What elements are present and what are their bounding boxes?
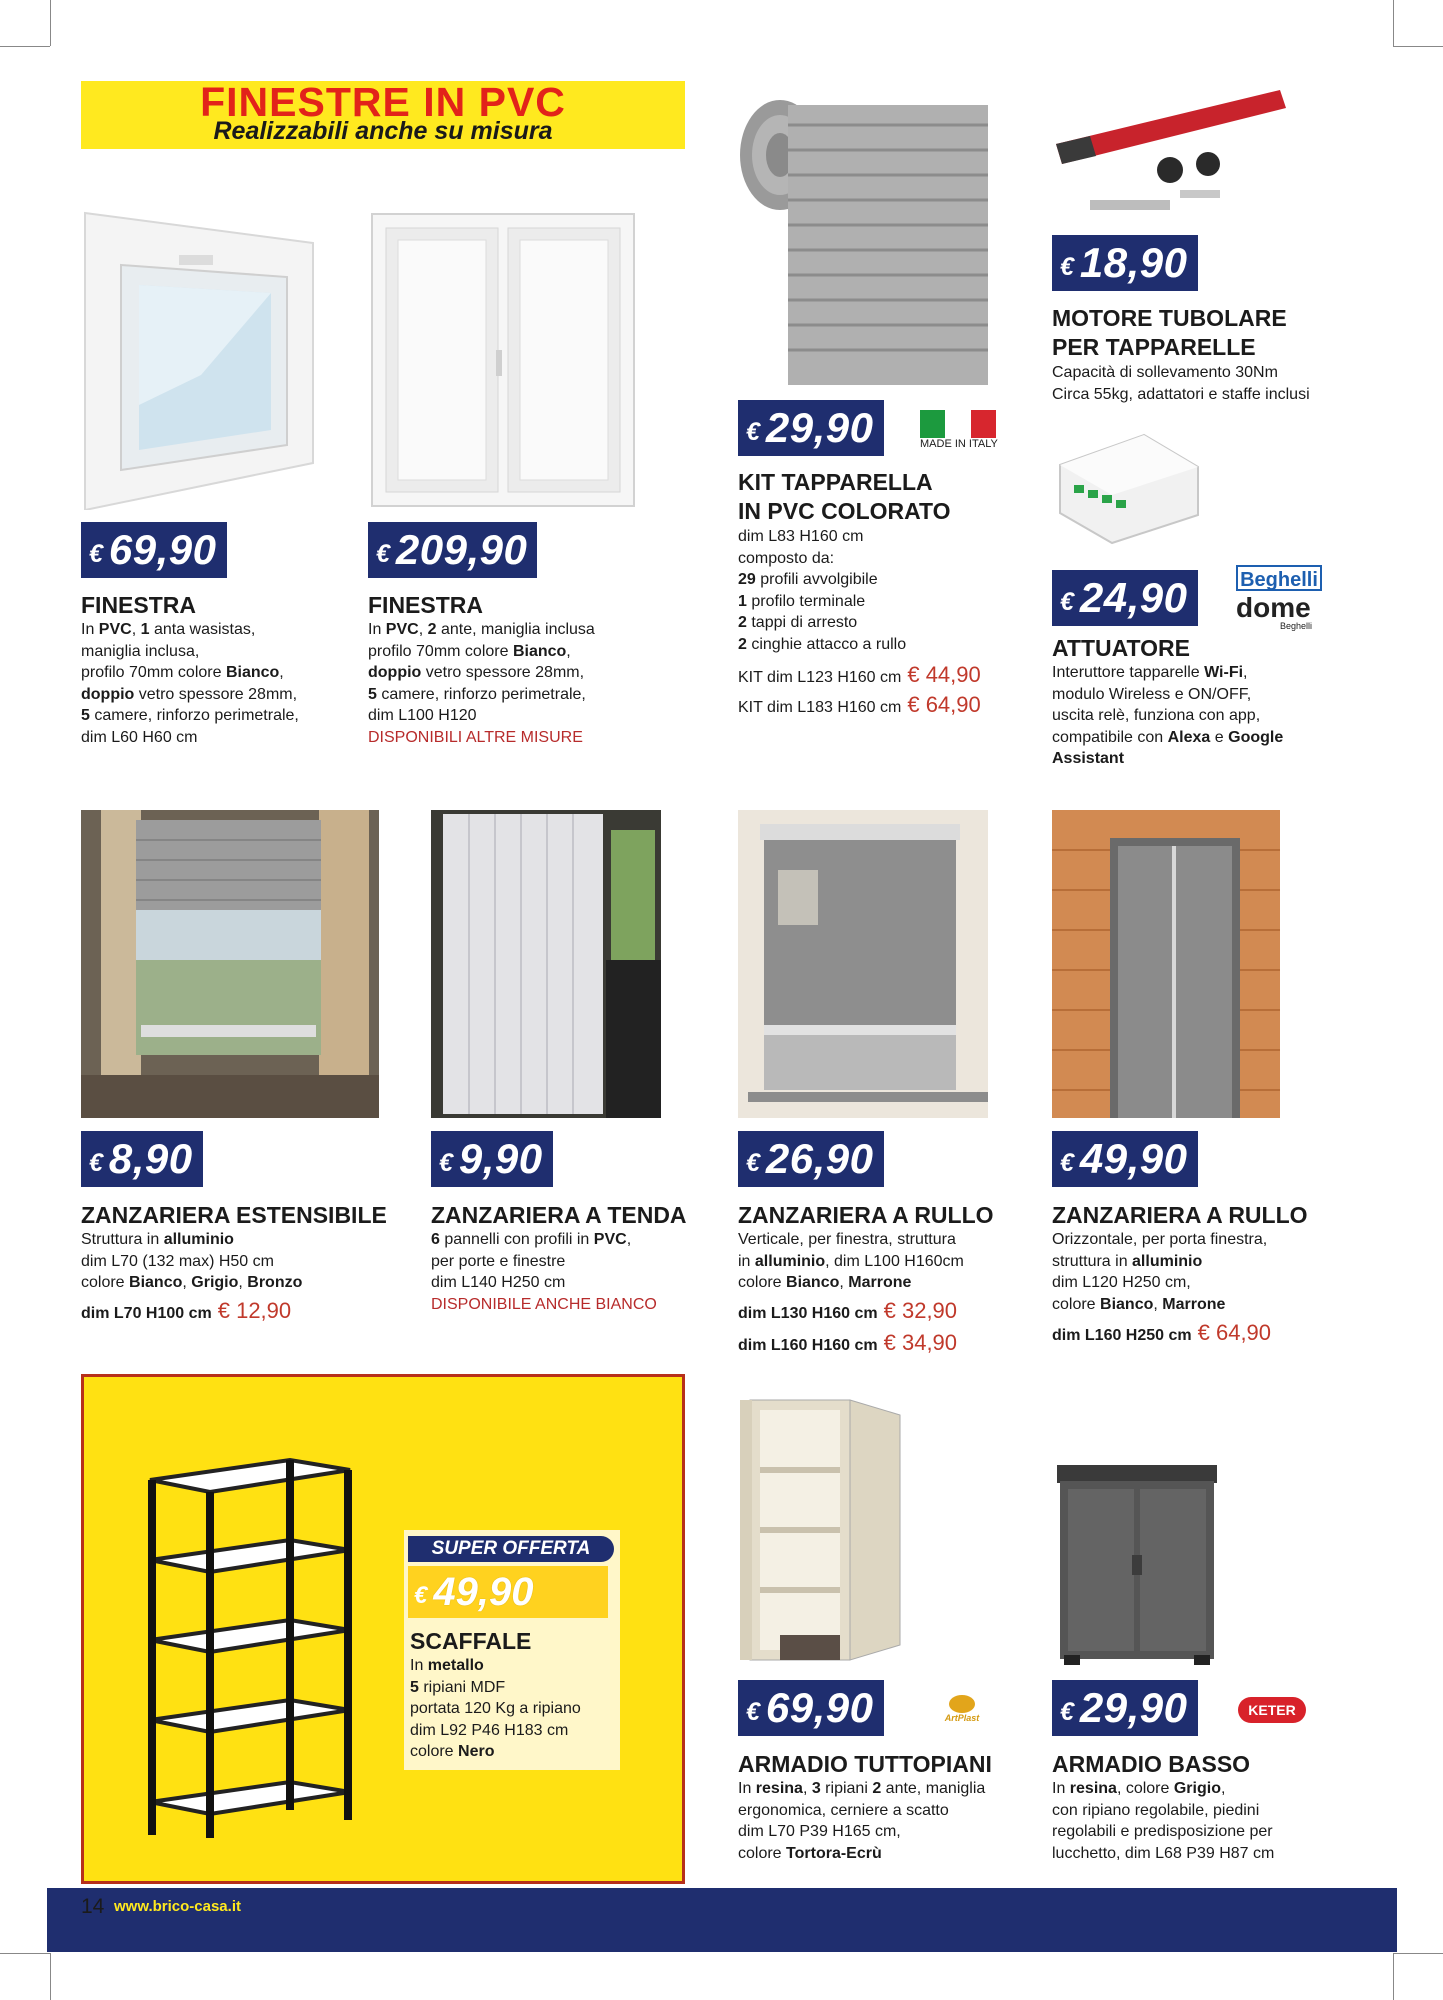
dome-logo-sub: Beghelli <box>1280 621 1313 631</box>
desc-line: dim L120 H250 cm, <box>1052 1274 1191 1291</box>
price-tag <box>431 1131 553 1187</box>
product-description <box>1052 1778 1274 1864</box>
price-tag <box>1052 1131 1198 1187</box>
currency-symbol: € <box>746 1697 760 1726</box>
desc-line: colore Tortora-Ecrù <box>738 1844 882 1862</box>
price-value: 29,90 <box>1079 1684 1188 1731</box>
desc-line: colore Bianco, Grigio, Bronzo <box>81 1274 303 1291</box>
size-price-row <box>1052 1320 1271 1346</box>
product-title: ZANZARIERA A RULLO <box>1052 1202 1308 1228</box>
desc-line: Struttura in alluminio <box>81 1231 234 1248</box>
desc-line: 2 cinghie attacco a rullo <box>738 635 907 653</box>
price-tag <box>368 522 537 578</box>
availability-note: DISPONIBILI ALTRE MISURE <box>368 728 583 746</box>
desc-line: In metallo <box>410 1657 484 1674</box>
crop-mark <box>1393 1953 1443 1954</box>
desc-line: uscita relè, funziona con app, <box>1052 707 1261 724</box>
product-description <box>1052 362 1310 405</box>
footer-url[interactable]: www.brico-casa.it <box>114 1898 241 1915</box>
kit-price-row <box>738 692 981 718</box>
size-price-row <box>738 1298 957 1324</box>
size-price: € 64,90 <box>1197 1320 1272 1345</box>
price-tag <box>1052 1680 1198 1736</box>
desc-line: dim L70 (132 max) H50 cm <box>81 1252 274 1270</box>
kit-price: € 44,90 <box>907 662 981 687</box>
crop-mark <box>50 0 51 46</box>
desc-line: In resina, colore Grigio, <box>1052 1780 1226 1797</box>
size-label: dim L160 H160 cm <box>738 1337 878 1354</box>
product-title-line2: PER TAPPARELLE <box>1052 334 1256 360</box>
tapparella-image <box>738 95 993 387</box>
crop-mark <box>1393 46 1443 47</box>
page-number: 14 <box>81 1895 105 1918</box>
desc-line: maniglia inclusa, <box>81 642 200 660</box>
price-value: 69,90 <box>765 1684 874 1731</box>
price-tag <box>81 1131 203 1187</box>
currency-symbol: € <box>746 1148 760 1177</box>
desc-line: colore Nero <box>410 1743 495 1760</box>
price-value: 8,90 <box>108 1135 193 1182</box>
size-label: dim L130 H160 cm <box>738 1305 878 1322</box>
artplast-logo-text: ArtPlast <box>944 1713 980 1723</box>
product-title: KIT TAPPARELLA <box>738 469 933 495</box>
desc-line: portata 120 Kg a ripiano <box>410 1700 581 1717</box>
currency-symbol: € <box>1060 1697 1074 1726</box>
super-offerta-badge: SUPER OFFERTA <box>408 1536 614 1562</box>
size-price: € 34,90 <box>883 1330 958 1355</box>
product-title: ATTUATORE <box>1052 635 1190 661</box>
crop-mark <box>0 46 50 47</box>
price-value: 26,90 <box>765 1135 874 1182</box>
product-title: ZANZARIERA A TENDA <box>431 1202 687 1228</box>
price-value: 9,90 <box>458 1135 543 1182</box>
crop-mark <box>0 1953 50 1954</box>
price-tag <box>81 522 227 578</box>
currency-symbol: € <box>89 1148 103 1177</box>
product-title-line2: IN PVC COLORATO <box>738 498 951 524</box>
desc-line: con ripiano regolabile, piedini <box>1052 1801 1260 1819</box>
price-value: 24,90 <box>1079 574 1188 621</box>
price-value: 49,90 <box>433 1569 534 1614</box>
size-price-row <box>738 1330 957 1356</box>
section-title: FINESTRE IN PVC <box>200 79 566 125</box>
desc-line: dim L83 H160 cm <box>738 528 864 545</box>
product-title: MOTORE TUBOLARE <box>1052 305 1287 331</box>
desc-line: dim L140 H250 cm <box>431 1274 566 1291</box>
desc-line: dim L60 H60 cm <box>81 728 198 746</box>
attuatore-image <box>1052 425 1202 545</box>
artplast-logo <box>935 1695 989 1725</box>
desc-line: doppio vetro spessore 28mm, <box>368 664 585 681</box>
size-price-row <box>81 1298 291 1324</box>
currency-symbol: € <box>89 539 103 568</box>
product-title: ARMADIO BASSO <box>1052 1751 1251 1777</box>
size-label: dim L70 H100 cm <box>81 1305 212 1322</box>
size-price: € 32,90 <box>883 1298 958 1323</box>
product-description <box>81 1229 302 1294</box>
kit-label: KIT dim L123 H160 cm <box>738 669 902 686</box>
desc-line: Capacità di sollevamento 30Nm <box>1052 364 1278 381</box>
desc-line: compatibile con Alexa e Google <box>1052 728 1284 746</box>
crop-mark <box>50 1953 51 2000</box>
product-title: FINESTRA <box>81 592 196 618</box>
desc-line: lucchetto, dim L68 P39 H87 cm <box>1052 1844 1275 1862</box>
desc-line: colore Bianco, Marrone <box>738 1274 912 1291</box>
product-title: ZANZARIERA A RULLO <box>738 1202 994 1228</box>
desc-line: 5 ripiani MDF <box>410 1678 506 1696</box>
desc-line: 5 camere, rinforzo perimetrale, <box>81 707 299 724</box>
dome-logo: dome <box>1236 592 1311 623</box>
price-value: 18,90 <box>1079 239 1188 286</box>
price-tag <box>408 1566 608 1618</box>
product-description <box>81 619 299 748</box>
product-title: ZANZARIERA ESTENSIBILE <box>81 1202 387 1228</box>
scaffale-image <box>140 1440 355 1840</box>
product-title: SCAFFALE <box>410 1628 532 1654</box>
desc-line: profilo 70mm colore Bianco, <box>368 642 571 660</box>
made-in-label: MADE IN ITALY <box>920 438 998 450</box>
product-description <box>368 619 595 748</box>
currency-symbol: € <box>414 1582 428 1609</box>
kit-price-row <box>738 662 981 688</box>
currency-symbol: € <box>1060 1148 1074 1177</box>
desc-line: in alluminio, dim L100 H160cm <box>738 1252 964 1270</box>
price-tag <box>1052 235 1198 291</box>
desc-line: colore Bianco, Marrone <box>1052 1295 1226 1313</box>
availability-note: DISPONIBILE ANCHE BIANCO <box>431 1295 657 1313</box>
desc-line: struttura in alluminio <box>1052 1252 1203 1270</box>
price-tag <box>738 1680 884 1736</box>
desc-line: doppio vetro spessore 28mm, <box>81 685 298 703</box>
desc-line: modulo Wireless e ON/OFF, <box>1052 685 1252 703</box>
desc-line: 29 profili avvolgibile <box>738 571 878 588</box>
price-tag <box>738 400 884 456</box>
desc-line: Verticale, per finestra, struttura <box>738 1231 956 1248</box>
italian-flag-icon <box>920 410 996 438</box>
product-description <box>410 1655 581 1763</box>
desc-line: profilo 70mm colore Bianco, <box>81 664 284 681</box>
price-tag <box>1052 570 1198 626</box>
zanzariera-estensibile-image <box>81 810 379 1118</box>
currency-symbol: € <box>1060 252 1074 281</box>
desc-line: dim L100 H120 <box>368 707 477 724</box>
zanzariera-tenda-image <box>431 810 661 1118</box>
desc-line: dim L70 P39 H165 cm, <box>738 1823 901 1840</box>
motore-tubolare-image <box>1050 82 1290 227</box>
product-description <box>431 1229 657 1315</box>
desc-line: Orizzontale, per porta finestra, <box>1052 1231 1268 1248</box>
desc-line: composto da: <box>738 549 835 567</box>
kit-label: KIT dim L183 H160 cm <box>738 699 902 716</box>
keter-logo: KETER <box>1238 1697 1306 1723</box>
brand-logo: Aprimatic <box>1134 84 1182 107</box>
desc-line: regolabili e predisposizione per <box>1052 1823 1273 1840</box>
desc-line: 2 tappi di arresto <box>738 614 858 631</box>
currency-symbol: € <box>746 417 760 446</box>
desc-line: Assistant <box>1052 750 1125 767</box>
product-description <box>738 1778 985 1864</box>
price-value: 69,90 <box>108 526 217 573</box>
armadio-tuttopiani-image <box>740 1395 905 1665</box>
beghelli-logo: Beghelli <box>1236 565 1322 591</box>
crop-mark <box>1393 1953 1394 2000</box>
product-description <box>738 526 906 655</box>
desc-line: dim L92 P46 H183 cm <box>410 1721 569 1739</box>
price-value: 29,90 <box>765 404 874 451</box>
section-header <box>81 81 685 149</box>
desc-line: per porte e finestre <box>431 1252 566 1270</box>
product-description <box>738 1229 964 1294</box>
price-tag <box>738 1131 884 1187</box>
desc-line: In PVC, 2 ante, maniglia inclusa <box>368 621 595 638</box>
product-description <box>1052 1229 1267 1315</box>
desc-line: In resina, 3 ripiani 2 ante, maniglia <box>738 1780 986 1797</box>
footer-bar <box>47 1888 1397 1952</box>
kit-price: € 64,90 <box>907 692 981 717</box>
product-title: ARMADIO TUTTOPIANI <box>738 1751 992 1777</box>
size-label: dim L160 H250 cm <box>1052 1327 1192 1344</box>
desc-line: ergonomica, cerniere a scatto <box>738 1801 949 1819</box>
finestra-due-ante-image <box>368 210 638 510</box>
desc-line: 1 profilo terminale <box>738 592 866 610</box>
armadio-basso-image <box>1052 1455 1222 1670</box>
desc-line: 5 camere, rinforzo perimetrale, <box>368 685 586 703</box>
price-value: 209,90 <box>395 526 528 573</box>
product-title: FINESTRA <box>368 592 483 618</box>
product-description <box>1052 662 1283 770</box>
currency-symbol: € <box>376 539 390 568</box>
desc-line: 6 pannelli con profili in PVC, <box>431 1231 632 1248</box>
desc-line: Circa 55kg, adattatori e staffe inclusi <box>1052 385 1310 403</box>
currency-symbol: € <box>1060 587 1074 616</box>
price-value: 49,90 <box>1079 1135 1188 1182</box>
finestra-wasistas-image <box>81 205 316 510</box>
zanzariera-rullo-orizzontale-image <box>1052 810 1280 1118</box>
desc-line: Interuttore tapparelle Wi-Fi, <box>1052 664 1248 681</box>
crop-mark <box>1393 0 1394 46</box>
section-subtitle: Realizzabili anche su misura <box>213 117 553 145</box>
desc-line: In PVC, 1 anta wasistas, <box>81 621 256 638</box>
zanzariera-rullo-verticale-image <box>738 810 988 1118</box>
size-price: € 12,90 <box>217 1298 292 1323</box>
currency-symbol: € <box>439 1148 453 1177</box>
